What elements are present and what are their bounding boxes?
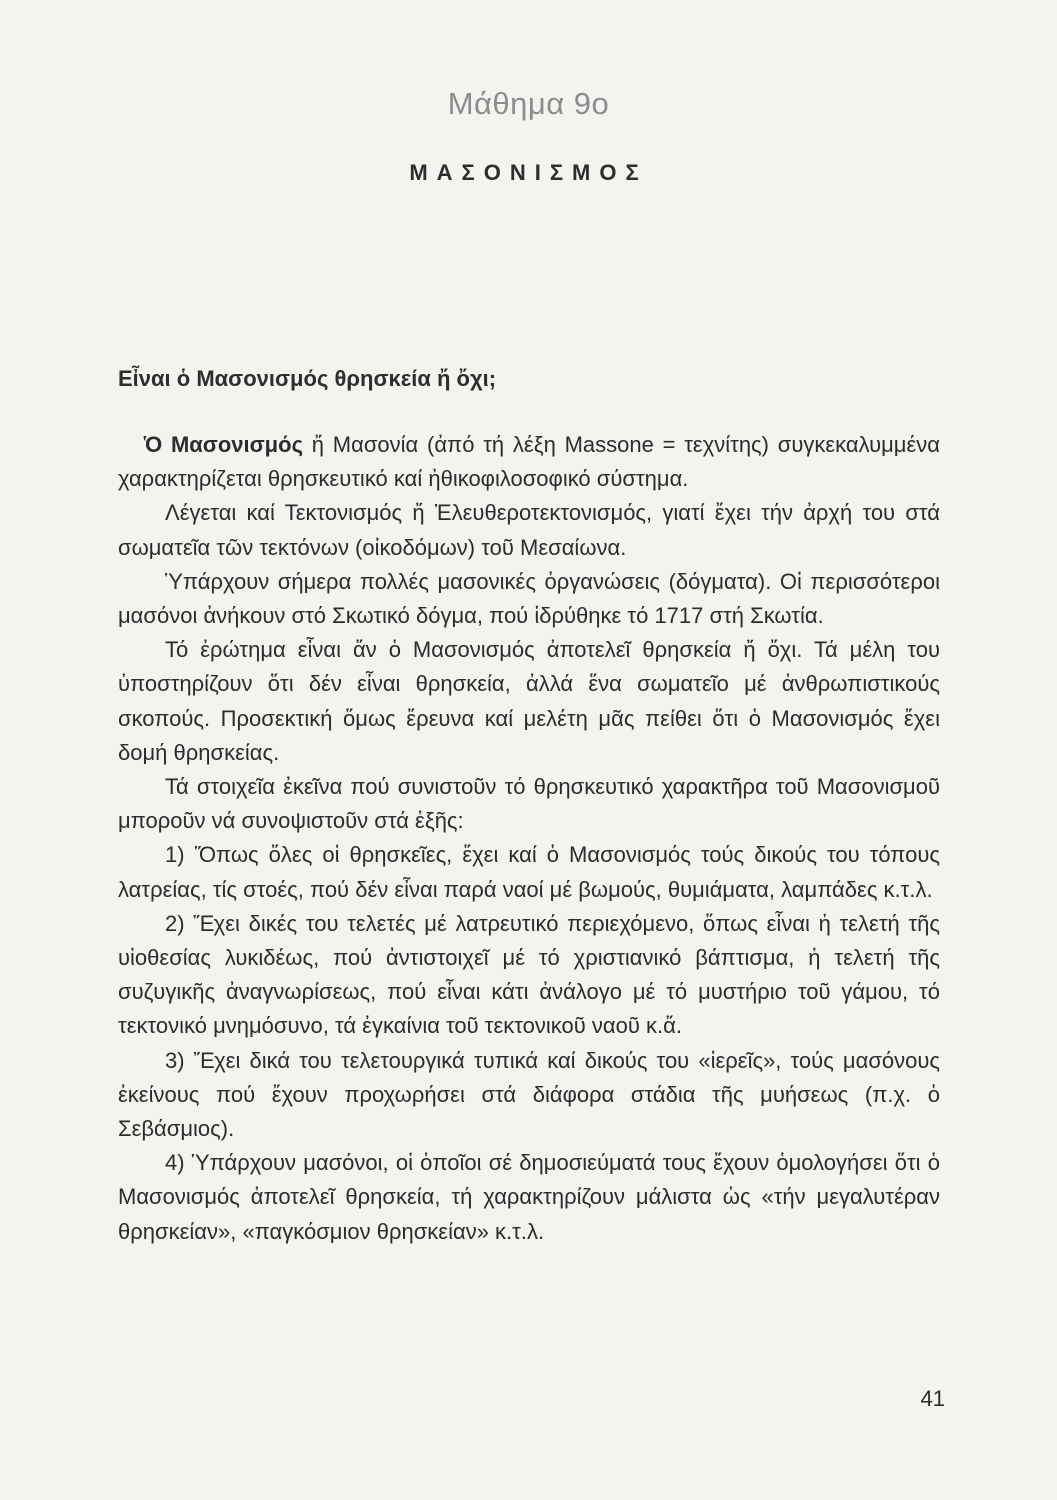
definition-text: ἤ Μασονία (ἀπό τή λέξη Massone = τεχνίτης) συγκεκαλυμμένα χαρακτηρίζεται θρησκευτικό καί ἠθικοφιλοσοφικό σύστημα. bbox=[118, 432, 940, 492]
term-freemasonry: Ὁ Μασονισμός bbox=[144, 432, 304, 457]
paragraph-elements-intro: Τά στοιχεῖα ἐκεῖνα πού συνιστοῦν τό θρησκευτικό χαρακτῆρα τοῦ Μασονισμοῦ μποροῦν νά συνοψιστοῦν στά ἑξῆς: bbox=[118, 774, 940, 834]
lesson-title: Μάθημα 9ο bbox=[447, 86, 610, 121]
page-number: 41 bbox=[920, 1386, 945, 1411]
paragraph-organizations: Ὑπάρχουν σήμερα πολλές μασονικές ὀργανώσεις (δόγματα). Οἱ περισσότεροι μασόνοι ἀνήκουν στό Σκωτικό δόγμα, πού ἱδρύθηκε τό 1717 στή Σκωτία. bbox=[118, 568, 940, 629]
paragraph-point-2: 2) Ἔχει δικές του τελετές μέ λατρευτικό περιεχόμενο, ὅπως εἶναι ἡ τελετή τῆς υἱοθεσίας λυκιδέως, πού ἀντιστοιχεῖ μέ τό χριστιανικό βάπτισμα, ἡ τελετή τῆς συζυγικῆς ἀναγνωρίσεως, πού εἶναι κάτι ἀνάλογο μέ τό μυστήριο τοῦ γάμου, τό τεκτονικό μνημόσυνο, τά ἐγκαίνια τοῦ τεκτονικοῦ ναοῦ κ.ἄ. bbox=[118, 910, 940, 1039]
paragraph-point-1: 1) Ὅπως ὅλες οἱ θρησκεῖες, ἔχει καί ὁ Μασονισμός τούς δικούς του τόπους λατρείας, τίς στοές, πού δέν εἶναι παρά ναοί μέ βωμούς, θυμιάματα, λαμπάδες κ.τ.λ. bbox=[118, 842, 940, 902]
paragraph-point-4: 4) Ὑπάρχουν μασόνοι, οἱ ὁποῖοι σέ δημοσιεύματά τους ἔχουν ὁμολογήσει ὅτι ὁ Μασονισμός ἀποτελεῖ θρησκεία, τή χαρακτηρίζουν μάλιστα ὡς «τήν μεγαλυτέραν θρησκείαν», «παγκόσμιον θρησκείαν» κ.τ.λ. bbox=[118, 1150, 940, 1244]
chapter-title: ΜΑΣΟΝΙΣΜΟΣ bbox=[409, 160, 648, 185]
paragraph-definition bbox=[118, 428, 940, 496]
body-text bbox=[118, 428, 940, 1249]
paragraph-question: Τό ἐρώτημα εἶναι ἄν ὁ Μασονισμός ἀποτελεῖ θρησκεία ἤ ὄχι. Τά μέλη του ὑποστηρίζουν ὅτι δέν εἶναι θρησκεία, ἀλλά ἕνα σωματεῖο μέ ἀνθρωπιστικούς σκοπούς. Προσεκτική ὅμως ἔρευνα καί μελέτη μᾶς πείθει ὅτι ὁ Μασονισμός ἔχει δομή θρησκείας. bbox=[118, 637, 940, 765]
paragraph-point-3: 3) Ἔχει δικά του τελετουργικά τυπικά καί δικούς του «ἱερεῖς», τούς μασόνους ἐκείνους πού ἔχουν προχωρήσει στά διάφορα στάδια τῆς μυήσεως (π.χ. ὁ Σεβάσμιος). bbox=[118, 1047, 940, 1142]
paragraph-name-origin: Λέγεται καί Τεκτονισμός ἤ Ἐλευθεροτεκτονισμός, γιατί ἔχει τήν ἀρχή του στά σωματεῖα τῶν τεκτόνων (οἰκοδόμων) τοῦ Μεσαίωνα. bbox=[118, 500, 940, 560]
section-heading: Εἶναι ὁ Μασονισμός θρησκεία ἤ ὄχι; bbox=[118, 366, 497, 391]
